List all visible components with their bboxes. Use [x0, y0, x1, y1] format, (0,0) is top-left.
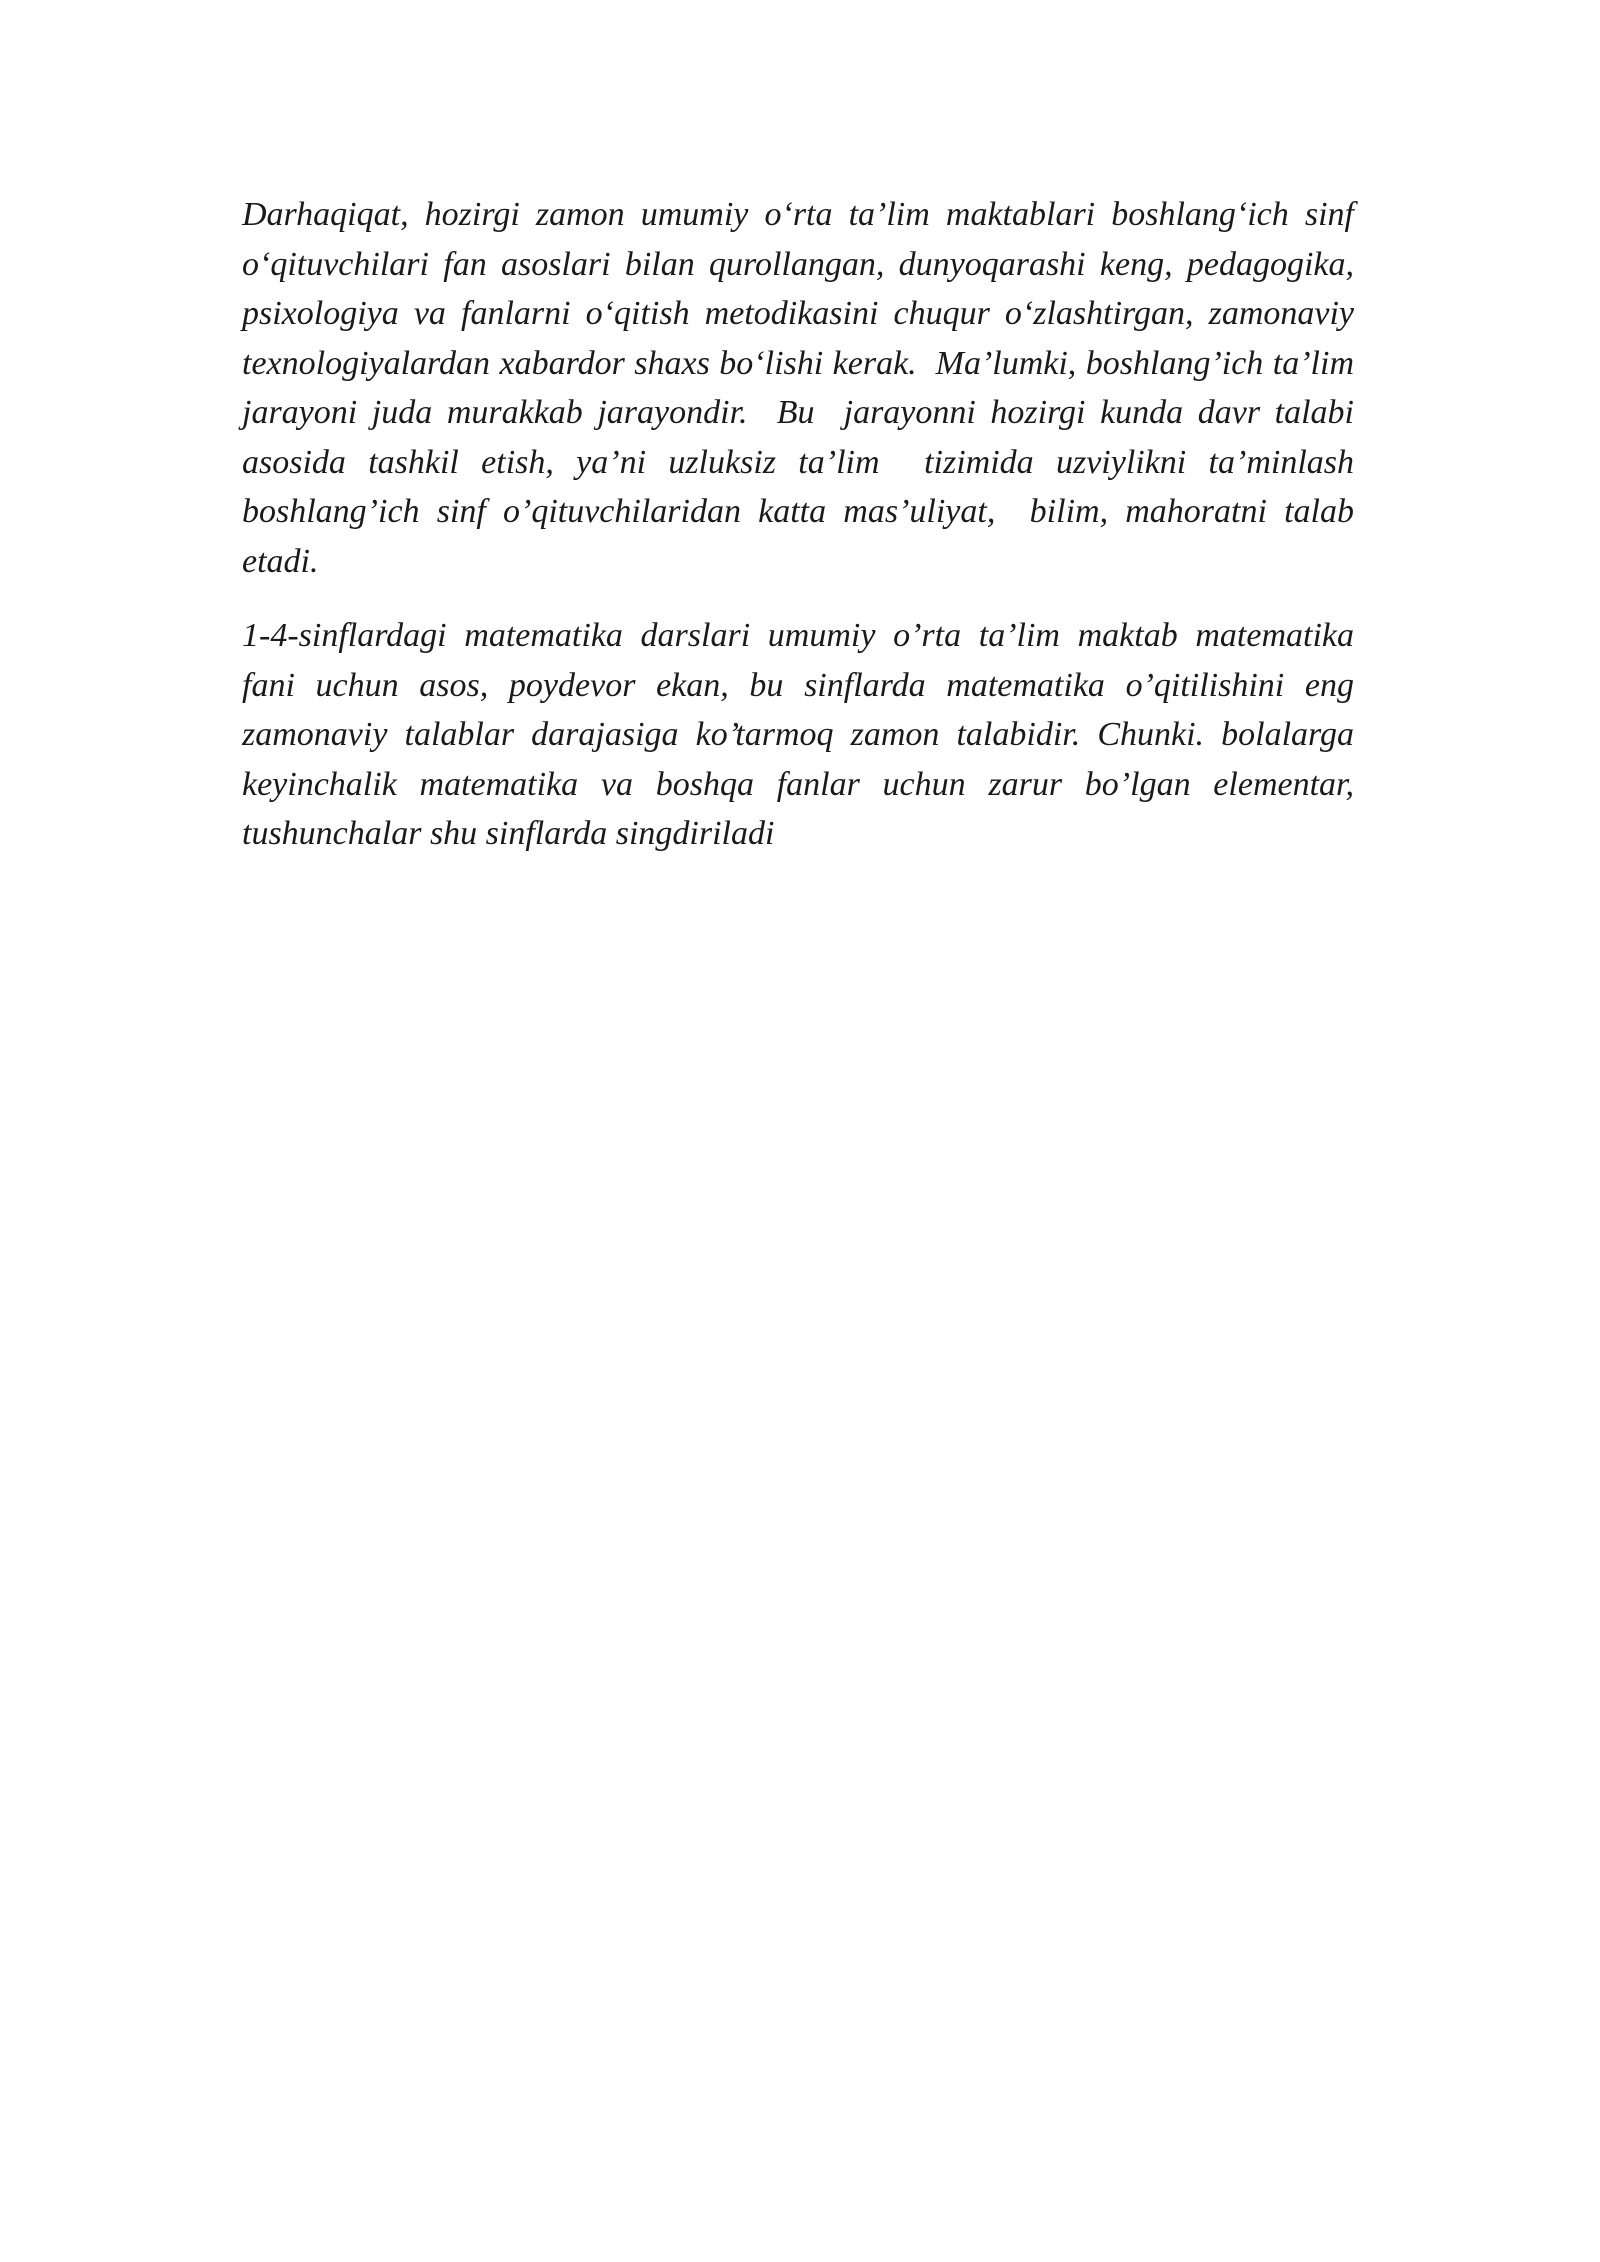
document-body [242, 190, 1371, 859]
paragraph-1: Darhaqiqat, hozirgi zamon umumiy o‘rta ta’lim maktablari boshlang‘ich sinf o‘qituvchilari fan asoslari bilan qurollangan, dunyoqarashi keng, pedagogika, psixologiya va fanlarni o‘qitish metodikasini chuqur o‘zlashtirgan, zamonaviy texnologiyalardan xabardor shaxs bo‘lishi kerak. Ma’lumki, boshlang’ich ta’lim jarayoni juda murakkab jarayondir. Bu jarayonni hozirgi kunda davr talabi asosida tashkil etish, ya’ni uzluksiz ta’lim tizimida uzviylikni ta’minlash boshlang’ich sinf o’qituvchilaridan katta mas’uliyat, bilim, mahoratni talab etadi. [242, 196, 1371, 580]
paragraph-2: 1-4-sinflardagi matematika darslari umumiy o’rta ta’lim maktab matematika fani uchun asos, poydevor ekan, bu sinflarda matematika o’qitilishini eng zamonaviy talablar darajasiga ko’tarmoq zamon talabidir. Chunki. bolalarga keyinchalik matematika va boshqa fanlar uchun zarur bo’lgan elementar, tushunchalar shu sinflarda singdiriladi [242, 617, 1371, 852]
